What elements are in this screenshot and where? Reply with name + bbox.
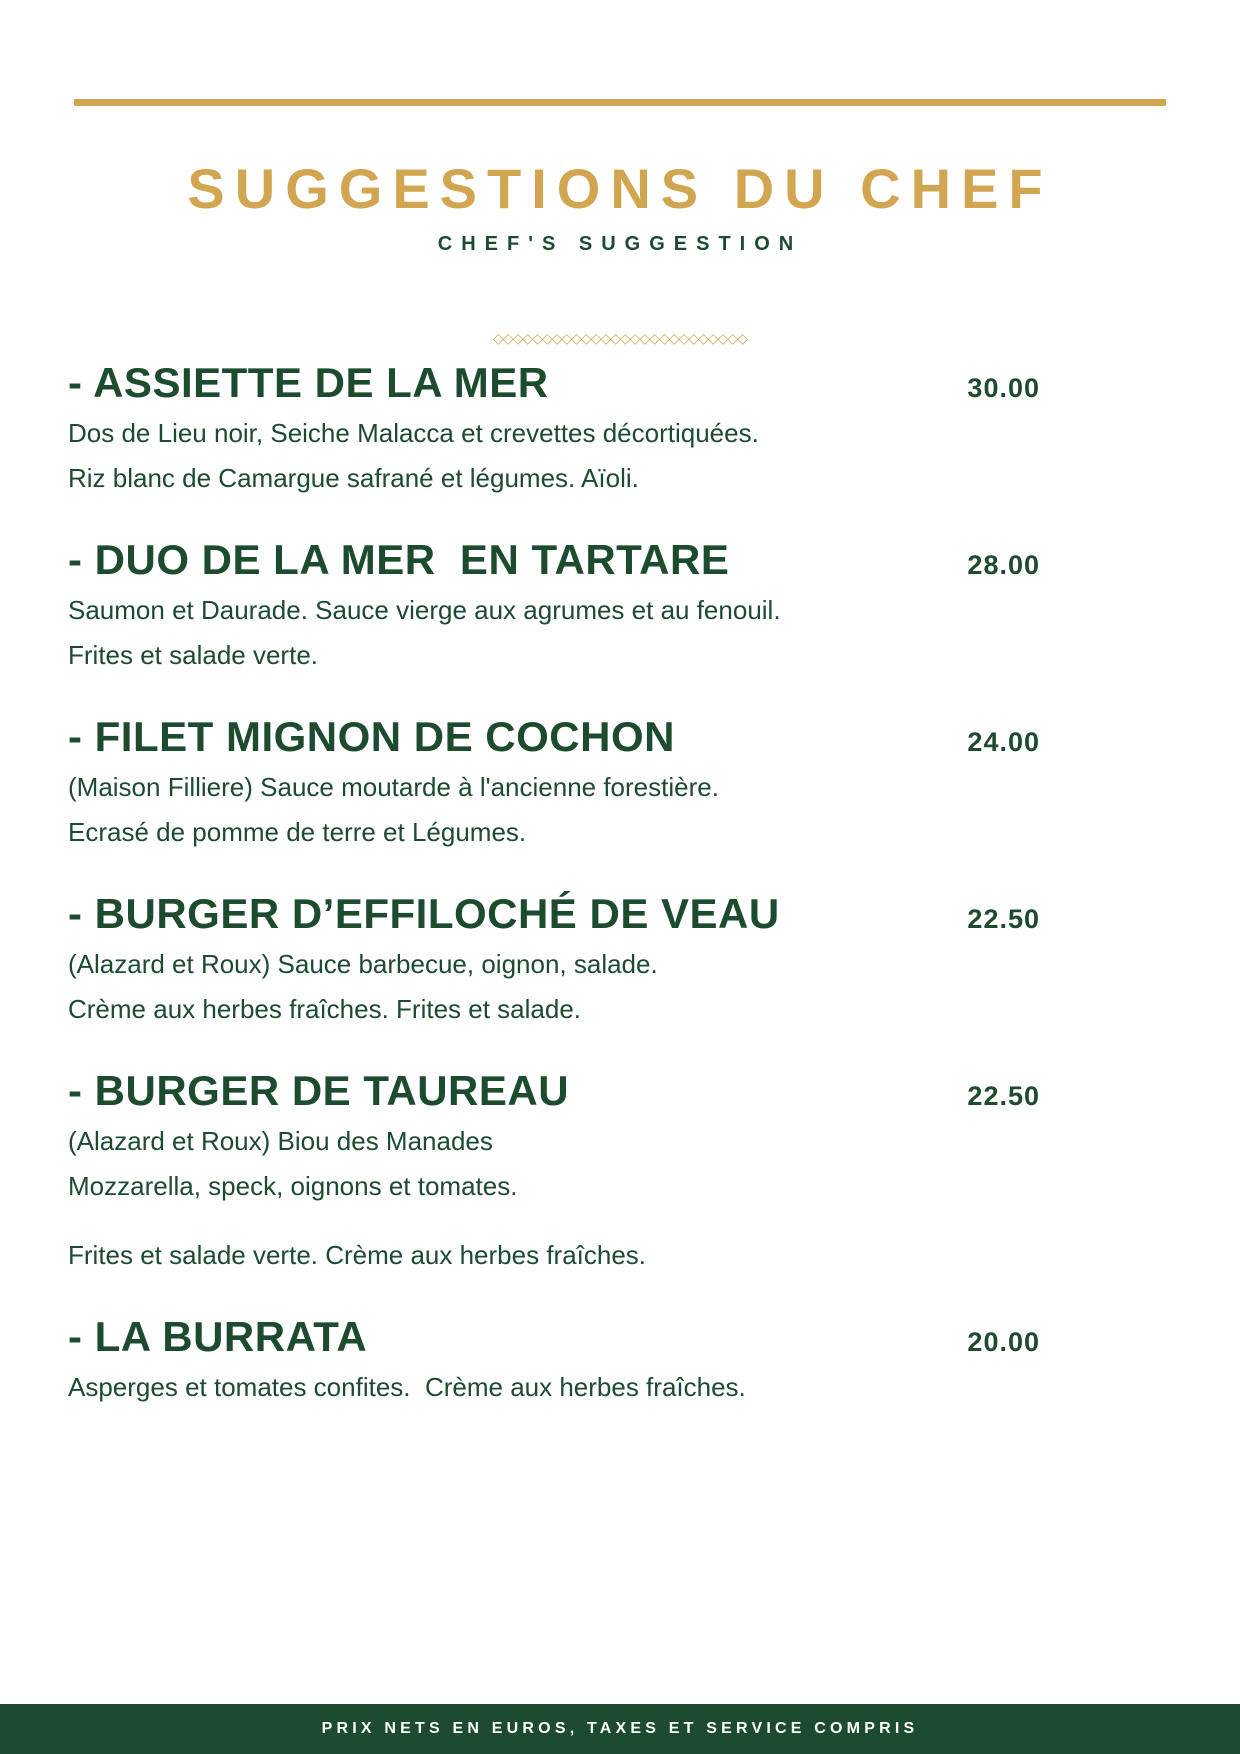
menu-item	[68, 1068, 1040, 1278]
page-subtitle: CHEF'S SUGGESTION	[437, 233, 803, 255]
item-description-line: (Maison Filliere) Sauce moutarde à l'ancienne forestière.	[68, 772, 719, 802]
item-name: - BURGER D’EFFILOCHÉ DE VEAU	[68, 890, 780, 937]
item-description-line: (Alazard et Roux) Sauce barbecue, oignon, salade.	[68, 949, 658, 979]
item-description-line: Mozzarella, speck, oignons et tomates.	[68, 1171, 518, 1201]
item-header	[68, 1068, 1040, 1119]
menu-item	[68, 891, 1040, 1032]
item-header	[68, 714, 1040, 765]
menu-item	[68, 714, 1040, 855]
item-header	[68, 360, 1040, 411]
item-description-line: Saumon et Daurade. Sauce vierge aux agrumes et au fenouil.	[68, 595, 781, 625]
item-price: 20.00	[967, 1327, 1040, 1357]
item-price: 22.50	[967, 904, 1040, 934]
item-header	[68, 1314, 1040, 1365]
item-price: 22.50	[967, 1081, 1040, 1111]
top-divider-rule	[74, 99, 1166, 106]
item-name: - FILET MIGNON DE COCHON	[68, 713, 675, 760]
diamond-chain-ornament: ◇◇◇◇◇◇◇◇◇◇◇◇◇◇◇◇◇◇◇◇◇◇◇◇◇◇	[493, 330, 747, 346]
item-name: - DUO DE LA MER EN TARTARE	[68, 536, 730, 583]
item-name: - ASSIETTE DE LA MER	[68, 359, 549, 406]
item-price: 24.00	[967, 727, 1040, 757]
menu-item	[68, 360, 1040, 501]
item-price: 30.00	[967, 373, 1040, 403]
footer-notice: PRIX NETS EN EUROS, TAXES ET SERVICE COMPRIS	[321, 1720, 919, 1737]
item-name: - LA BURRATA	[68, 1313, 368, 1360]
item-description-line: Crème aux herbes fraîches. Frites et salade.	[68, 994, 582, 1024]
item-description-line: Ecrasé de pomme de terre et Légumes.	[68, 817, 527, 847]
menu-item	[68, 1314, 1040, 1410]
item-price: 28.00	[967, 550, 1040, 580]
item-header	[68, 537, 1040, 588]
item-description-line: Dos de Lieu noir, Seiche Malacca et crevettes décortiquées.	[68, 418, 759, 448]
item-header	[68, 891, 1040, 942]
item-description-line: Asperges et tomates confites. Crème aux herbes fraîches.	[68, 1372, 746, 1402]
item-name: - BURGER DE TAUREAU	[68, 1067, 570, 1114]
menu-item-list	[68, 360, 1040, 1410]
item-description-line: (Alazard et Roux) Biou des Manades	[68, 1126, 493, 1156]
footer-bar	[0, 1704, 1240, 1754]
item-description-line: Riz blanc de Camargue safrané et légumes. Aïoli.	[68, 463, 639, 493]
page-title: SUGGESTIONS DU CHEF	[187, 157, 1053, 220]
item-description-line: Frites et salade verte.	[68, 640, 318, 670]
menu-item	[68, 537, 1040, 678]
item-extra-description-line: Frites et salade verte. Crème aux herbes fraîches.	[68, 1240, 647, 1270]
